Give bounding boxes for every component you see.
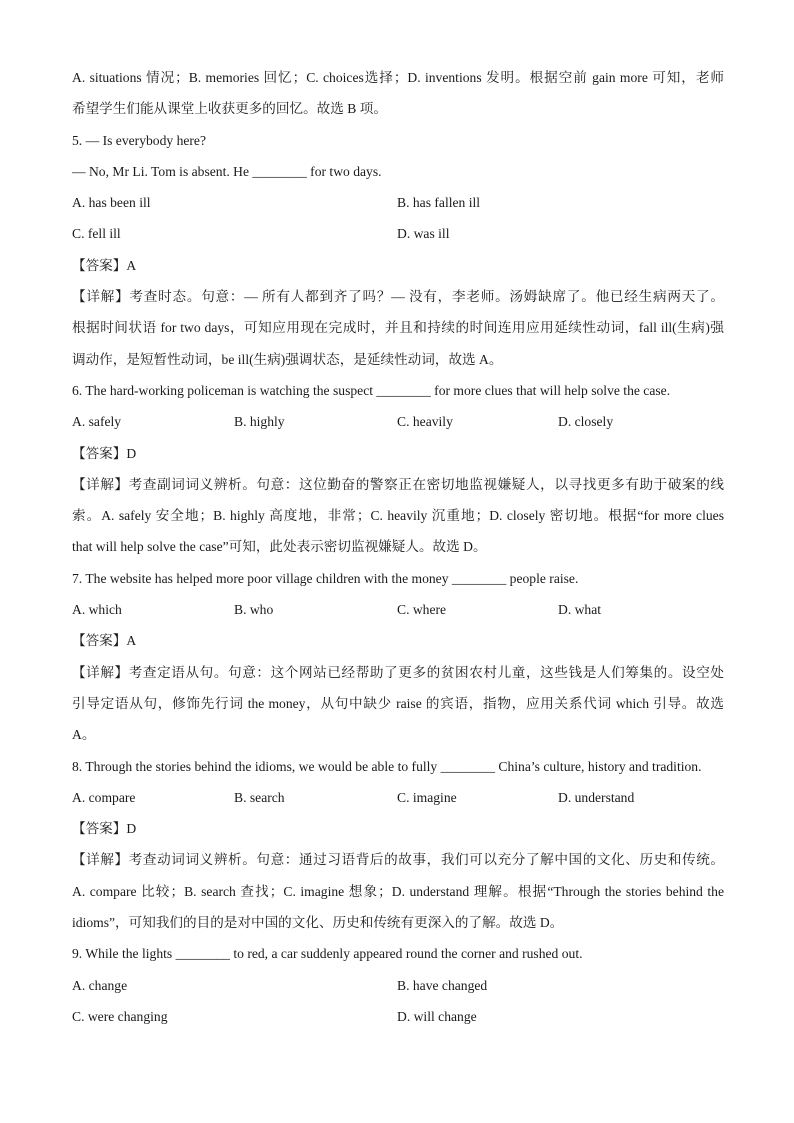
- explanation-line: 【详解】考查动词词义辨析。句意：通过习语背后的故事，我们可以充分了解中国的文化、历史和传统。: [72, 852, 724, 868]
- question-7-stem: 7. The website has helped more poor village children with the money ________ people raise.: [72, 570, 579, 586]
- option-d: D. closely: [558, 414, 614, 430]
- option-b: B. have changed: [397, 977, 488, 993]
- option-d: D. will change: [397, 1008, 477, 1024]
- option-a: A. safely: [72, 414, 122, 430]
- question-5-options-row: [72, 218, 724, 249]
- explanation-line: 【详解】考查副词词义辨析。句意：这位勤奋的警察正在密切地监视嫌疑人，以寻找更多有助于破案的线: [72, 476, 724, 492]
- answer-label: 【答案】D: [72, 445, 137, 461]
- explanation-line: A. situations 情况；B. memories 回忆；C. choices选择；D. inventions 发明。根据空前 gain more 可知，老师: [72, 70, 724, 85]
- question-5-options-row: [72, 187, 724, 218]
- explanation-line: idioms”，可知我们的目的是对中国的文化、历史和传统有更深入的了解。故选 D。: [72, 915, 564, 931]
- question-7-options-row: [72, 594, 724, 625]
- option-c: C. imagine: [397, 789, 457, 805]
- question-6-stem: 6. The hard-working policeman is watching the suspect ________ for more clues that will help solve the case.: [72, 382, 671, 398]
- explanation-line: 索。A. safely 安全地；B. highly 高度地，非常；C. heavily 沉重地；D. closely 密切地。根据“for more clues: [72, 508, 724, 524]
- option-c: C. fell ill: [72, 226, 121, 242]
- option-b: B. highly: [234, 414, 285, 430]
- option-a: A. compare: [72, 789, 136, 805]
- option-a: A. which: [72, 602, 122, 618]
- option-a: A. change: [72, 977, 128, 993]
- option-d: D. understand: [558, 789, 635, 805]
- explanation-line: 根据时间状语 for two days，可知应用现在完成时，并且和持续的时间连用应用延续性动词，fall ill(生病)强: [72, 320, 724, 336]
- answer-label: 【答案】D: [72, 821, 137, 837]
- explanation-line: 【详解】考查时态。句意：— 所有人都到齐了吗？— 没有，李老师。汤姆缺席了。他已经生病两天了。: [72, 289, 724, 305]
- document-page: [72, 62, 724, 1032]
- option-c: C. where: [397, 602, 447, 618]
- option-c: C. heavily: [397, 414, 453, 430]
- option-d: D. what: [558, 602, 602, 618]
- option-b: B. search: [234, 789, 285, 805]
- option-d: D. was ill: [397, 226, 450, 242]
- question-8-stem: 8. Through the stories behind the idioms, we would be able to fully ________ China’s culture, history and tradition.: [72, 758, 702, 774]
- question-8-options-row: [72, 782, 724, 813]
- explanation-line: 【详解】考查定语从句。句意：这个网站已经帮助了更多的贫困农村儿童，这些钱是人们筹集的。设空处: [72, 664, 724, 680]
- question-9-options-row: [72, 970, 724, 1001]
- explanation-line: 引导定语从句，修饰先行词 the money，从句中缺少 raise 的宾语，指物，应用关系代词 which 引导。故选: [72, 695, 724, 711]
- option-b: B. has fallen ill: [397, 195, 481, 211]
- option-c: C. were changing: [72, 1008, 168, 1024]
- explanation-line: 调动作，是短暂性动词，be ill(生病)强调状态，是延续性动词，故选 A。: [72, 351, 503, 367]
- answer-label: 【答案】A: [72, 257, 137, 273]
- question-6-options-row: [72, 406, 724, 437]
- question-9-stem: 9. While the lights ________ to red, a car suddenly appeared round the corner and rushed out.: [72, 946, 583, 962]
- explanation-line: A. compare 比较；B. search 查找；C. imagine 想象；D. understand 理解。根据“Through the stories behind the: [72, 883, 724, 899]
- question-5-stem: 5. — Is everybody here?: [72, 132, 206, 148]
- option-a: A. has been ill: [72, 195, 151, 211]
- explanation-line: 希望学生们能从课堂上收获更多的回忆。故选 B 项。: [72, 101, 387, 117]
- question-5-stem: — No, Mr Li. Tom is absent. He ________ for two days.: [72, 163, 382, 179]
- answer-label: 【答案】A: [72, 633, 137, 649]
- question-9-options-row: [72, 1001, 724, 1032]
- option-b: B. who: [234, 602, 274, 618]
- explanation-line: A。: [72, 727, 96, 743]
- explanation-line: that will help solve the case”可知，此处表示密切监视嫌疑人。故选 D。: [72, 539, 487, 555]
